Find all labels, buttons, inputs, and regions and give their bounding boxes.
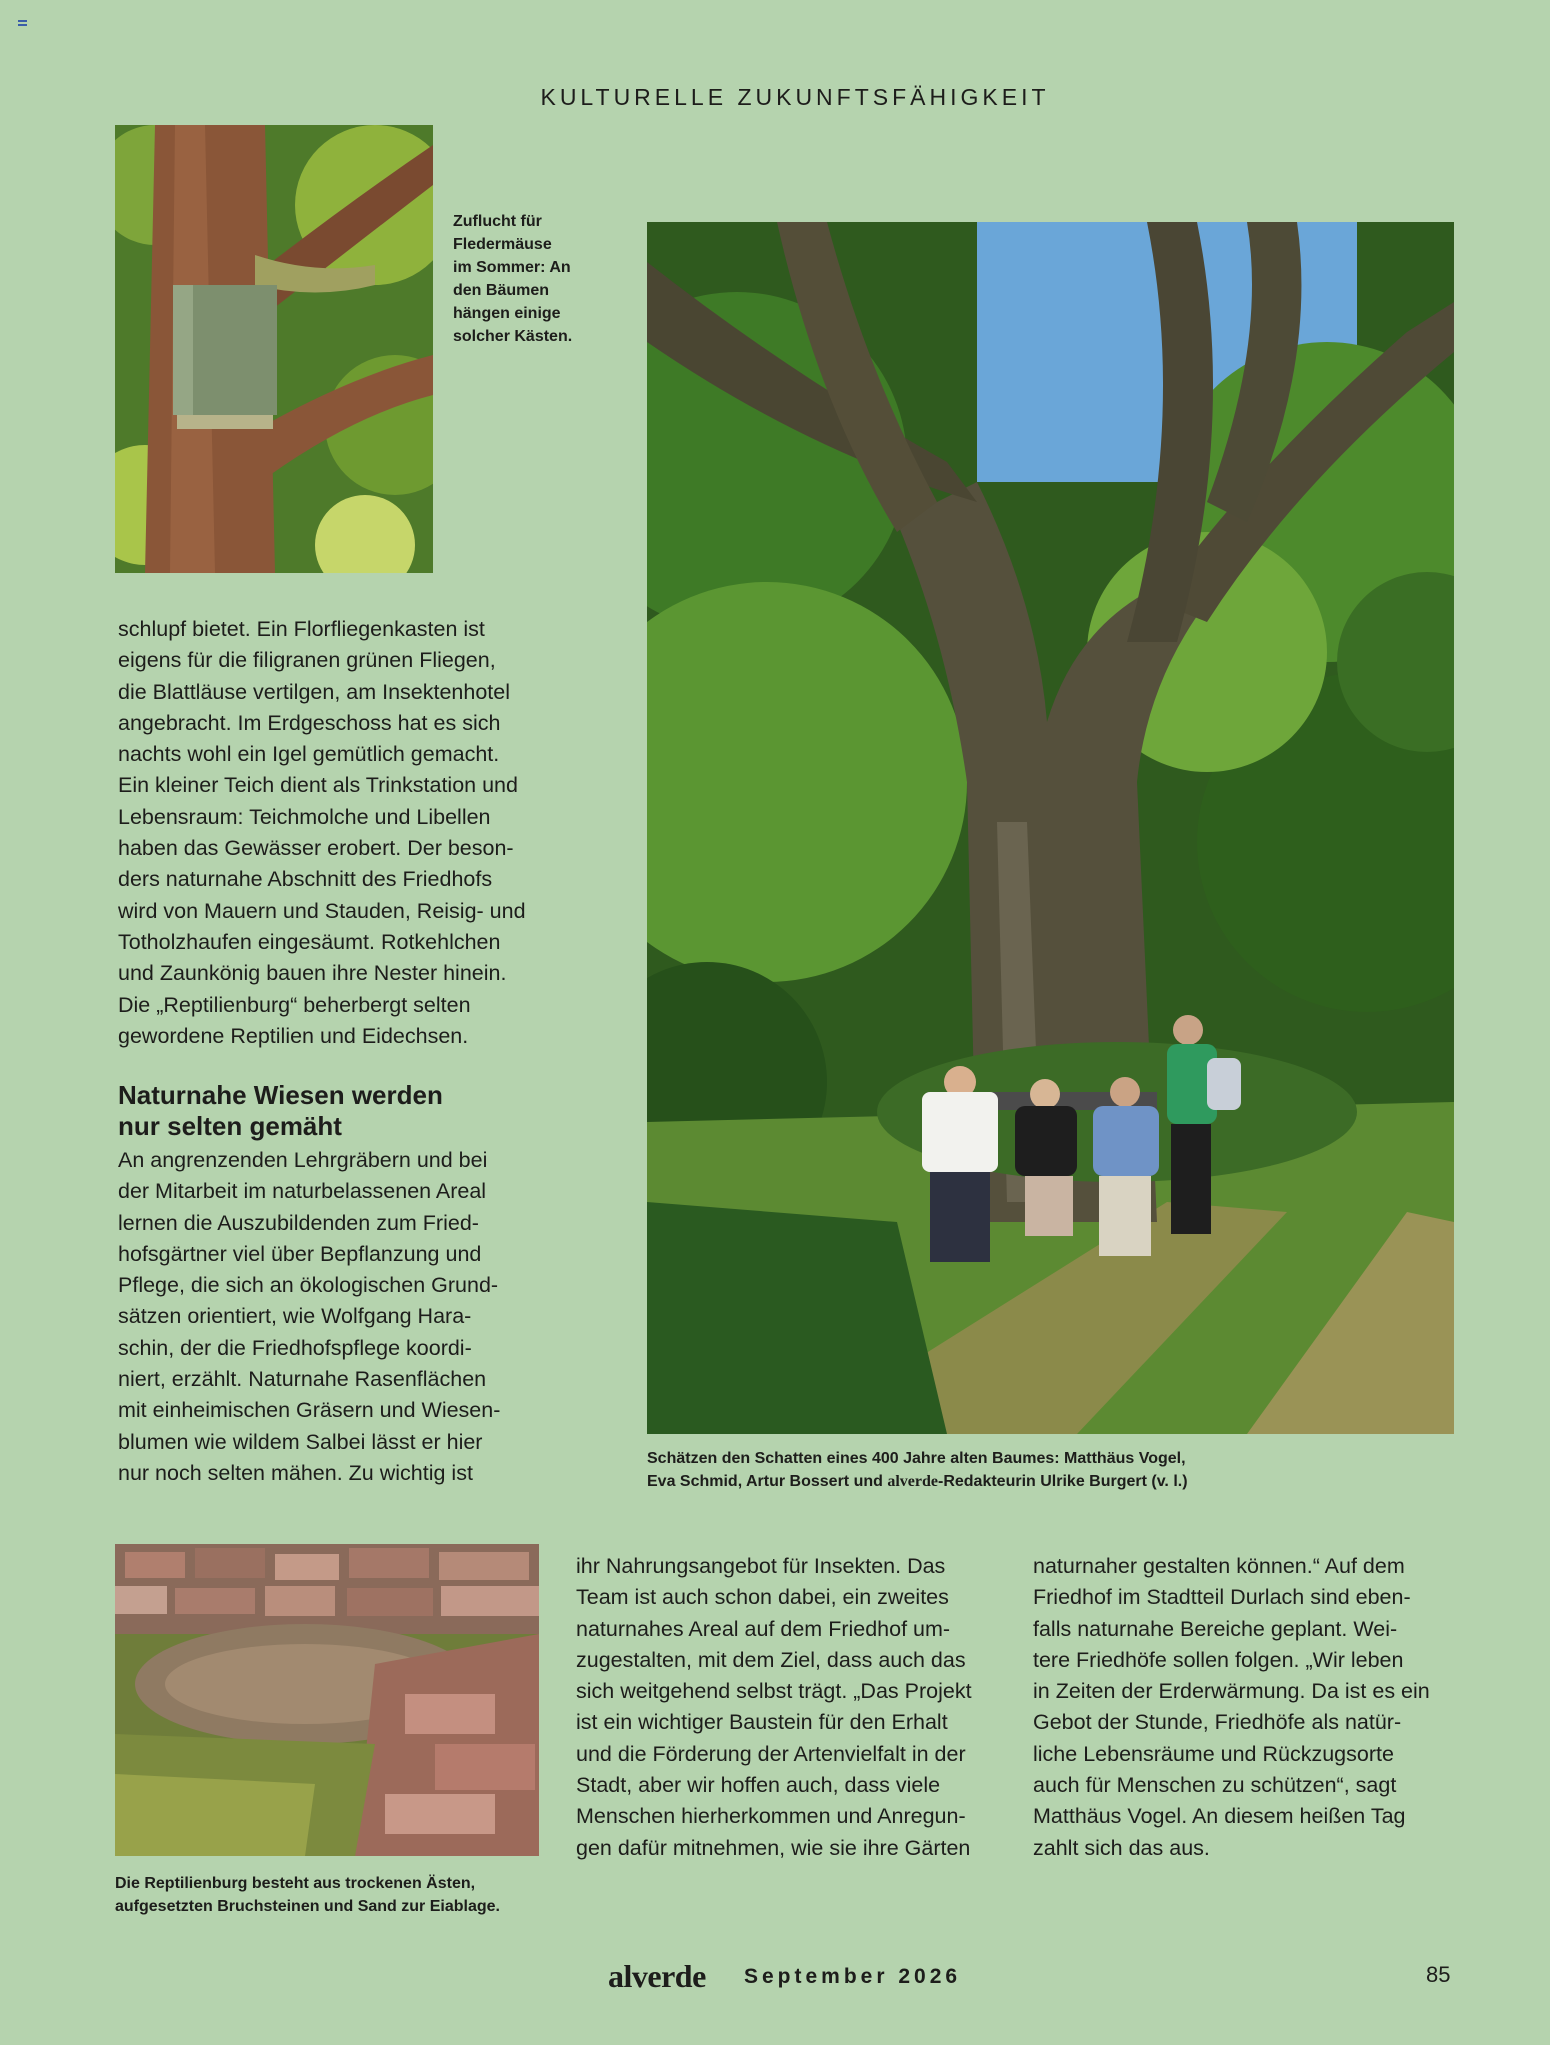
batbox-photo xyxy=(115,125,433,573)
oak-tree-photo xyxy=(647,222,1454,1434)
article-column-3: naturnaher gestalten können.“ Auf dem Friedhof im Stadtteil Durlach sind eben- falls naturnahe Bereiche geplant. Wei- tere Friedhöfe sollen folgen. „Wir leben in Zeiten der Erderwärmung. Da ist es ein Gebot der Stunde, Friedhöfe als natür- liche Lebensräume und Rückzugsorte auch für Menschen zu schützen“, sagt Matthäus Vogel. An diesem heißen Tag zahlt sich das aus. xyxy=(1033,1554,1430,1860)
corner-mark-icon xyxy=(18,20,27,27)
article-column-1-top: schlupf bietet. Ein Florfliegenkasten ist eigens für die filigranen grünen Fliegen, die Blattläuse vertilgen, am Insektenhotel angebracht. Im Erdgeschoss hat es sich nachts wohl ein Igel gemütlich gemacht. Ein kleiner Teich dient als Trinkstation und Lebensraum: Teichmolche und Libellen haben das Gewässer erobert. Der beson- ders naturnahe Abschnitt des Friedhofs wird von Mauern und Stauden, Reisig- und Totholzhaufen eingesäumt. Rotkehlchen und Zaunkönig bauen ihre Nester hinein. Die „Reptilienburg“ beherbergt selten gewordene Reptilien und Eidechsen. xyxy=(118,617,526,1048)
section-subhead: Naturnahe Wiesen werden nur selten gemäht xyxy=(118,1080,443,1141)
oak-caption: Schätzen den Schatten eines 400 Jahre alten Baumes: Matthäus Vogel, Eva Schmid, Artur Bossert und alverde-Redakteurin Ulrike Burgert (v. l.) xyxy=(647,1450,1188,1490)
footer-brand: alverde xyxy=(608,1958,706,1994)
reptilienburg-photo xyxy=(115,1544,539,1856)
reptilienburg-caption: Die Reptilienburg besteht aus trockenen Ästen, aufgesetzten Bruchsteinen und Sand zur Eiablage. xyxy=(115,1875,500,1915)
footer-date: September 2026 xyxy=(744,1965,962,1988)
page-number: 85 xyxy=(1426,1962,1451,1987)
article-column-2: ihr Nahrungsangebot für Insekten. Das Team ist auch schon dabei, ein zweites naturnahes Areal auf dem Friedhof um- zugestalten, mit dem Ziel, dass auch das sich weitgehend selbst trägt. „Das Projekt ist ein wichtiger Baustein für den Erhalt und die Förderung der Artenvielfalt in der Stadt, aber wir hoffen auch, dass viele Menschen hierherkommen und Anregun- gen dafür mitnehmen, wie sie ihre Gärten xyxy=(576,1554,972,1860)
section-kicker: KULTURELLE ZUKUNFTSFÄHIGKEIT xyxy=(540,84,1050,110)
article-column-1-bottom: An angrenzenden Lehrgräbern und bei der Mitarbeit im naturbelassenen Areal lernen die Auszubildenden zum Fried- hofsgärtner viel über Bepflanzung und Pflege, die sich an ökologischen Grund- sätzen orientiert, wie Wolfgang Hara- schin, der die Friedhofspflege koordi- niert, erzählt. Naturnahe Rasenflächen mit einheimischen Gräsern und Wiesen- blumen wie wildem Salbei lässt er hier nur noch selten mähen. Zu wichtig ist xyxy=(118,1148,501,1485)
batbox-caption: Zuflucht für Fledermäuse im Sommer: An den Bäumen hängen einige solcher Kästen. xyxy=(453,213,573,345)
